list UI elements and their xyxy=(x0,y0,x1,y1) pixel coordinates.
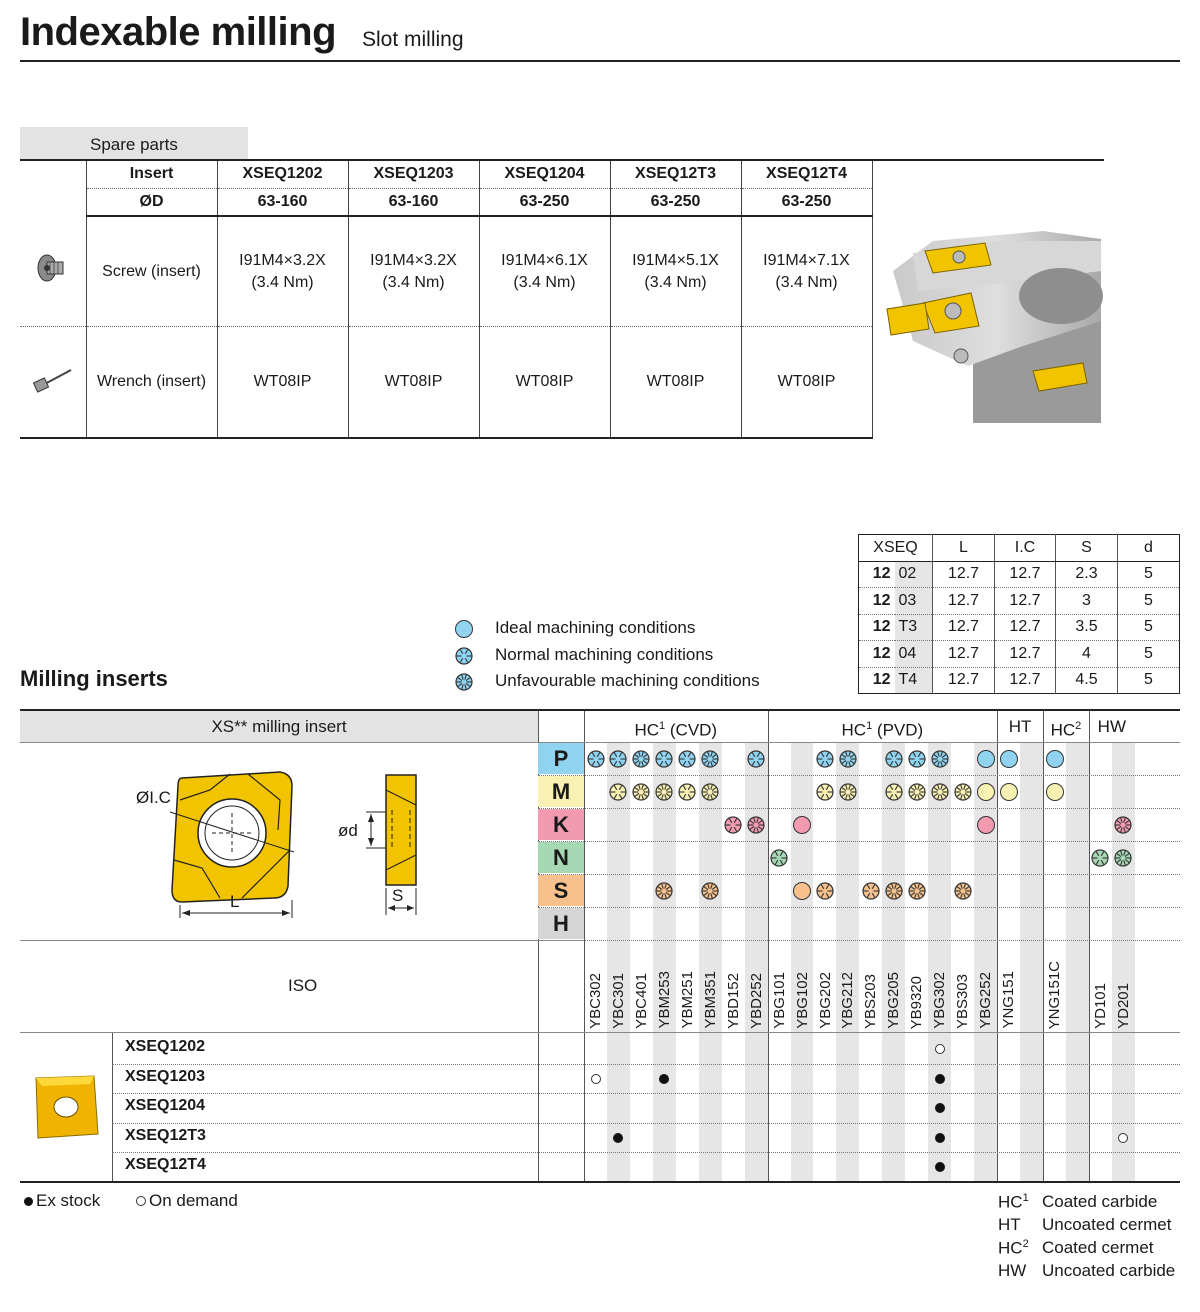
milling-cutter-icon xyxy=(873,161,1107,431)
unfavourable-condition-icon xyxy=(701,783,719,801)
on-demand-mark xyxy=(1118,1133,1128,1143)
page-title: Indexable milling xyxy=(20,10,337,54)
normal-condition-icon xyxy=(816,882,834,900)
normal-condition-icon xyxy=(587,750,605,768)
ideal-condition-icon xyxy=(793,882,811,900)
normal-condition-icon xyxy=(885,750,903,768)
unfavourable-condition-icon xyxy=(1114,849,1132,867)
unfavourable-condition-icon xyxy=(839,783,857,801)
unfavourable-condition-icon xyxy=(1114,816,1132,834)
unfavourable-condition-icon xyxy=(701,750,719,768)
dim-header-xseq: XSEQ xyxy=(859,535,933,562)
unfavourable-condition-icon xyxy=(455,673,473,691)
screw-icon xyxy=(20,216,86,327)
grade-group-header: HW xyxy=(1097,717,1126,736)
page-subtitle: Slot milling xyxy=(362,28,464,51)
insert-col-2: XSEQ1204 xyxy=(479,161,610,188)
screw-col-1: I91M4×3.2X (3.4 Nm) xyxy=(348,216,479,327)
xs-insert-band: XS** milling insert xyxy=(20,711,538,742)
normal-condition-icon xyxy=(816,783,834,801)
insert-col-1: XSEQ1203 xyxy=(348,161,479,188)
wrench-col-1: WT08IP xyxy=(348,327,479,438)
grade-label: YBS303 xyxy=(954,973,972,1029)
insert-col-3: XSEQ12T3 xyxy=(610,161,741,188)
abbr-hc2: $HC^2$ Coated cermet xyxy=(998,1238,1154,1258)
insert-col-4: XSEQ12T4 xyxy=(741,161,872,188)
spare-parts-table xyxy=(20,161,1107,439)
grade-label: YBC301 xyxy=(609,973,627,1029)
grade-label: YBM351 xyxy=(701,971,719,1029)
unfavourable-condition-icon xyxy=(885,882,903,900)
wrench-row-label: Wrench (insert) xyxy=(86,327,217,438)
diameter-row-label: ØD xyxy=(86,188,217,215)
normal-condition-icon xyxy=(609,783,627,801)
ex-stock-icon xyxy=(24,1197,33,1206)
screw-col-2: I91M4×6.1X (3.4 Nm) xyxy=(479,216,610,327)
material-n: N xyxy=(538,842,584,873)
insert-row-label: XSEQ1204 xyxy=(125,1097,206,1114)
grade-label: YB9320 xyxy=(908,975,926,1029)
unfavourable-condition-icon xyxy=(931,750,949,768)
grade-label: YBG202 xyxy=(816,972,834,1029)
material-s: S xyxy=(538,875,584,906)
normal-condition-icon xyxy=(1091,849,1109,867)
unfavourable-condition-icon xyxy=(954,783,972,801)
dimensions-table xyxy=(858,534,1180,694)
dim-header-ic: I.C xyxy=(995,535,1056,562)
ideal-condition-icon xyxy=(1046,750,1064,768)
grade-label: YD201 xyxy=(1114,983,1132,1029)
ideal-condition-icon xyxy=(977,816,995,834)
dim-row: 12 T3 12.7 12.7 3.5 5 xyxy=(859,614,1180,641)
spare-parts-label: Spare parts xyxy=(90,135,178,154)
thickness-label: S xyxy=(392,886,404,905)
insert-row-label: XSEQ12T4 xyxy=(125,1156,206,1173)
cutter-image xyxy=(872,161,1107,438)
grade-label: YBG205 xyxy=(885,972,903,1029)
screw-col-3: I91M4×5.1X (3.4 Nm) xyxy=(610,216,741,327)
ideal-condition-icon xyxy=(977,783,995,801)
ex-stock-mark xyxy=(935,1074,945,1084)
grade-group-header: $HC^1$ (CVD) xyxy=(634,720,718,740)
header-rule xyxy=(20,60,1180,62)
on-demand-mark xyxy=(591,1074,601,1084)
on-demand-mark xyxy=(935,1044,945,1054)
grade-group-header: $HC^2$ xyxy=(1050,720,1082,740)
insert-row-label: XSEQ1202 xyxy=(125,1038,206,1055)
wrench-col-0: WT08IP xyxy=(217,327,348,438)
legend-on-demand: On demand xyxy=(136,1191,238,1211)
dim-row: 12 03 12.7 12.7 3 5 xyxy=(859,588,1180,615)
grade-label: YBC302 xyxy=(587,973,604,1029)
normal-condition-icon xyxy=(908,750,926,768)
ideal-condition-icon xyxy=(455,620,473,638)
grade-label: YNG151 xyxy=(1000,971,1018,1029)
normal-condition-icon xyxy=(747,750,765,768)
normal-condition-icon xyxy=(816,750,834,768)
legend-ex-stock: Ex stock xyxy=(24,1191,100,1211)
diameter-col-4: 63-250 xyxy=(741,188,872,215)
normal-condition-icon xyxy=(455,647,473,665)
grade-label: YBG101 xyxy=(770,972,788,1029)
material-k: K xyxy=(538,809,584,840)
on-demand-icon xyxy=(136,1196,146,1206)
ideal-condition-icon xyxy=(1000,750,1018,768)
grade-label: YBG302 xyxy=(931,972,949,1029)
normal-condition-icon xyxy=(862,882,880,900)
material-p: P xyxy=(538,743,584,774)
screw-col-4: I91M4×7.1X (3.4 Nm) xyxy=(741,216,872,327)
milling-inserts-title: Milling inserts xyxy=(20,666,168,691)
ex-stock-mark xyxy=(613,1133,623,1143)
normal-condition-icon xyxy=(655,750,673,768)
unfavourable-condition-icon xyxy=(632,783,650,801)
diameter-col-3: 63-250 xyxy=(610,188,741,215)
wrench-col-4: WT08IP xyxy=(741,327,872,438)
abbr-hw: HW Uncoated carbide xyxy=(998,1261,1176,1280)
wrench-col-2: WT08IP xyxy=(479,327,610,438)
ideal-condition-icon xyxy=(793,816,811,834)
diameter-col-0: 63-160 xyxy=(217,188,348,215)
ideal-condition-icon xyxy=(977,750,995,768)
unfavourable-condition-icon xyxy=(908,882,926,900)
unfavourable-condition-icon xyxy=(655,882,673,900)
ideal-condition-icon xyxy=(1000,783,1018,801)
insert-row-label: XSEQ12T3 xyxy=(125,1126,206,1144)
normal-condition-icon xyxy=(609,750,627,768)
abbr-hc1: $HC^1$ Coated carbide xyxy=(998,1192,1158,1212)
insert-col-0: XSEQ1202 xyxy=(217,161,348,188)
wrench-icon xyxy=(20,327,86,438)
screw-col-0: I91M4×3.2X (3.4 Nm) xyxy=(217,216,348,327)
dim-header-s: S xyxy=(1056,535,1118,562)
iso-label: ISO xyxy=(288,976,318,995)
grade-label: YNG151C xyxy=(1046,960,1063,1029)
grade-label: YBS203 xyxy=(862,973,880,1029)
ic-label: ØI.C xyxy=(136,788,171,807)
ex-stock-mark xyxy=(935,1162,945,1172)
unfavourable-condition-icon xyxy=(747,816,765,834)
ideal-condition-icon xyxy=(1046,783,1064,801)
dim-row: 12 T4 12.7 12.7 4.5 5 xyxy=(859,667,1180,694)
grade-label: YBD252 xyxy=(747,973,765,1029)
dim-header-d: d xyxy=(1118,535,1180,562)
grade-label: YBG252 xyxy=(977,972,995,1029)
spare-parts-tab xyxy=(20,127,248,160)
ex-stock-mark xyxy=(935,1103,945,1113)
wrench-col-3: WT08IP xyxy=(610,327,741,438)
grade-label: YD101 xyxy=(1091,983,1109,1029)
insert-row-label: Insert xyxy=(86,161,217,188)
unfavourable-condition-icon xyxy=(655,783,673,801)
ex-stock-mark xyxy=(935,1133,945,1143)
material-m: M xyxy=(538,776,584,807)
dim-row: 12 02 12.7 12.7 2.3 5 xyxy=(859,561,1180,588)
insert-row-label: XSEQ1203 xyxy=(125,1067,206,1085)
unfavourable-condition-icon xyxy=(954,882,972,900)
grade-group-header: $HC^1$ (PVD) xyxy=(841,720,924,740)
abbr-ht: HT Uncoated cermet xyxy=(998,1215,1172,1234)
normal-condition-icon xyxy=(678,783,696,801)
grade-group-header: HT xyxy=(1008,717,1032,736)
unfavourable-condition-icon xyxy=(632,750,650,768)
screw-row-label: Screw (insert) xyxy=(86,216,217,327)
grade-label: YBM251 xyxy=(678,971,696,1029)
normal-condition-icon xyxy=(770,849,788,867)
grade-label: YBC401 xyxy=(632,973,650,1029)
diameter-col-1: 63-160 xyxy=(348,188,479,215)
insert-photo-icon xyxy=(30,1072,102,1142)
unfavourable-condition-icon xyxy=(701,882,719,900)
unfavourable-condition-icon xyxy=(908,783,926,801)
length-label: L xyxy=(230,892,240,911)
unfavourable-condition-icon xyxy=(931,783,949,801)
normal-condition-icon xyxy=(678,750,696,768)
grade-label: YBM253 xyxy=(655,971,673,1029)
material-h: H xyxy=(538,908,584,939)
unfavourable-condition-icon xyxy=(839,750,857,768)
grade-label: YBG212 xyxy=(839,972,857,1029)
hole-label: ød xyxy=(338,821,358,840)
dim-row: 12 04 12.7 12.7 4 5 xyxy=(859,641,1180,668)
normal-condition-icon xyxy=(885,783,903,801)
grade-label: YBD152 xyxy=(724,973,742,1029)
diameter-col-2: 63-250 xyxy=(479,188,610,215)
normal-condition-icon xyxy=(724,816,742,834)
grid-bottom-rule xyxy=(20,1181,1180,1183)
ex-stock-mark xyxy=(659,1074,669,1084)
grade-label: YBG102 xyxy=(793,972,811,1029)
dim-header-l: L xyxy=(933,535,995,562)
